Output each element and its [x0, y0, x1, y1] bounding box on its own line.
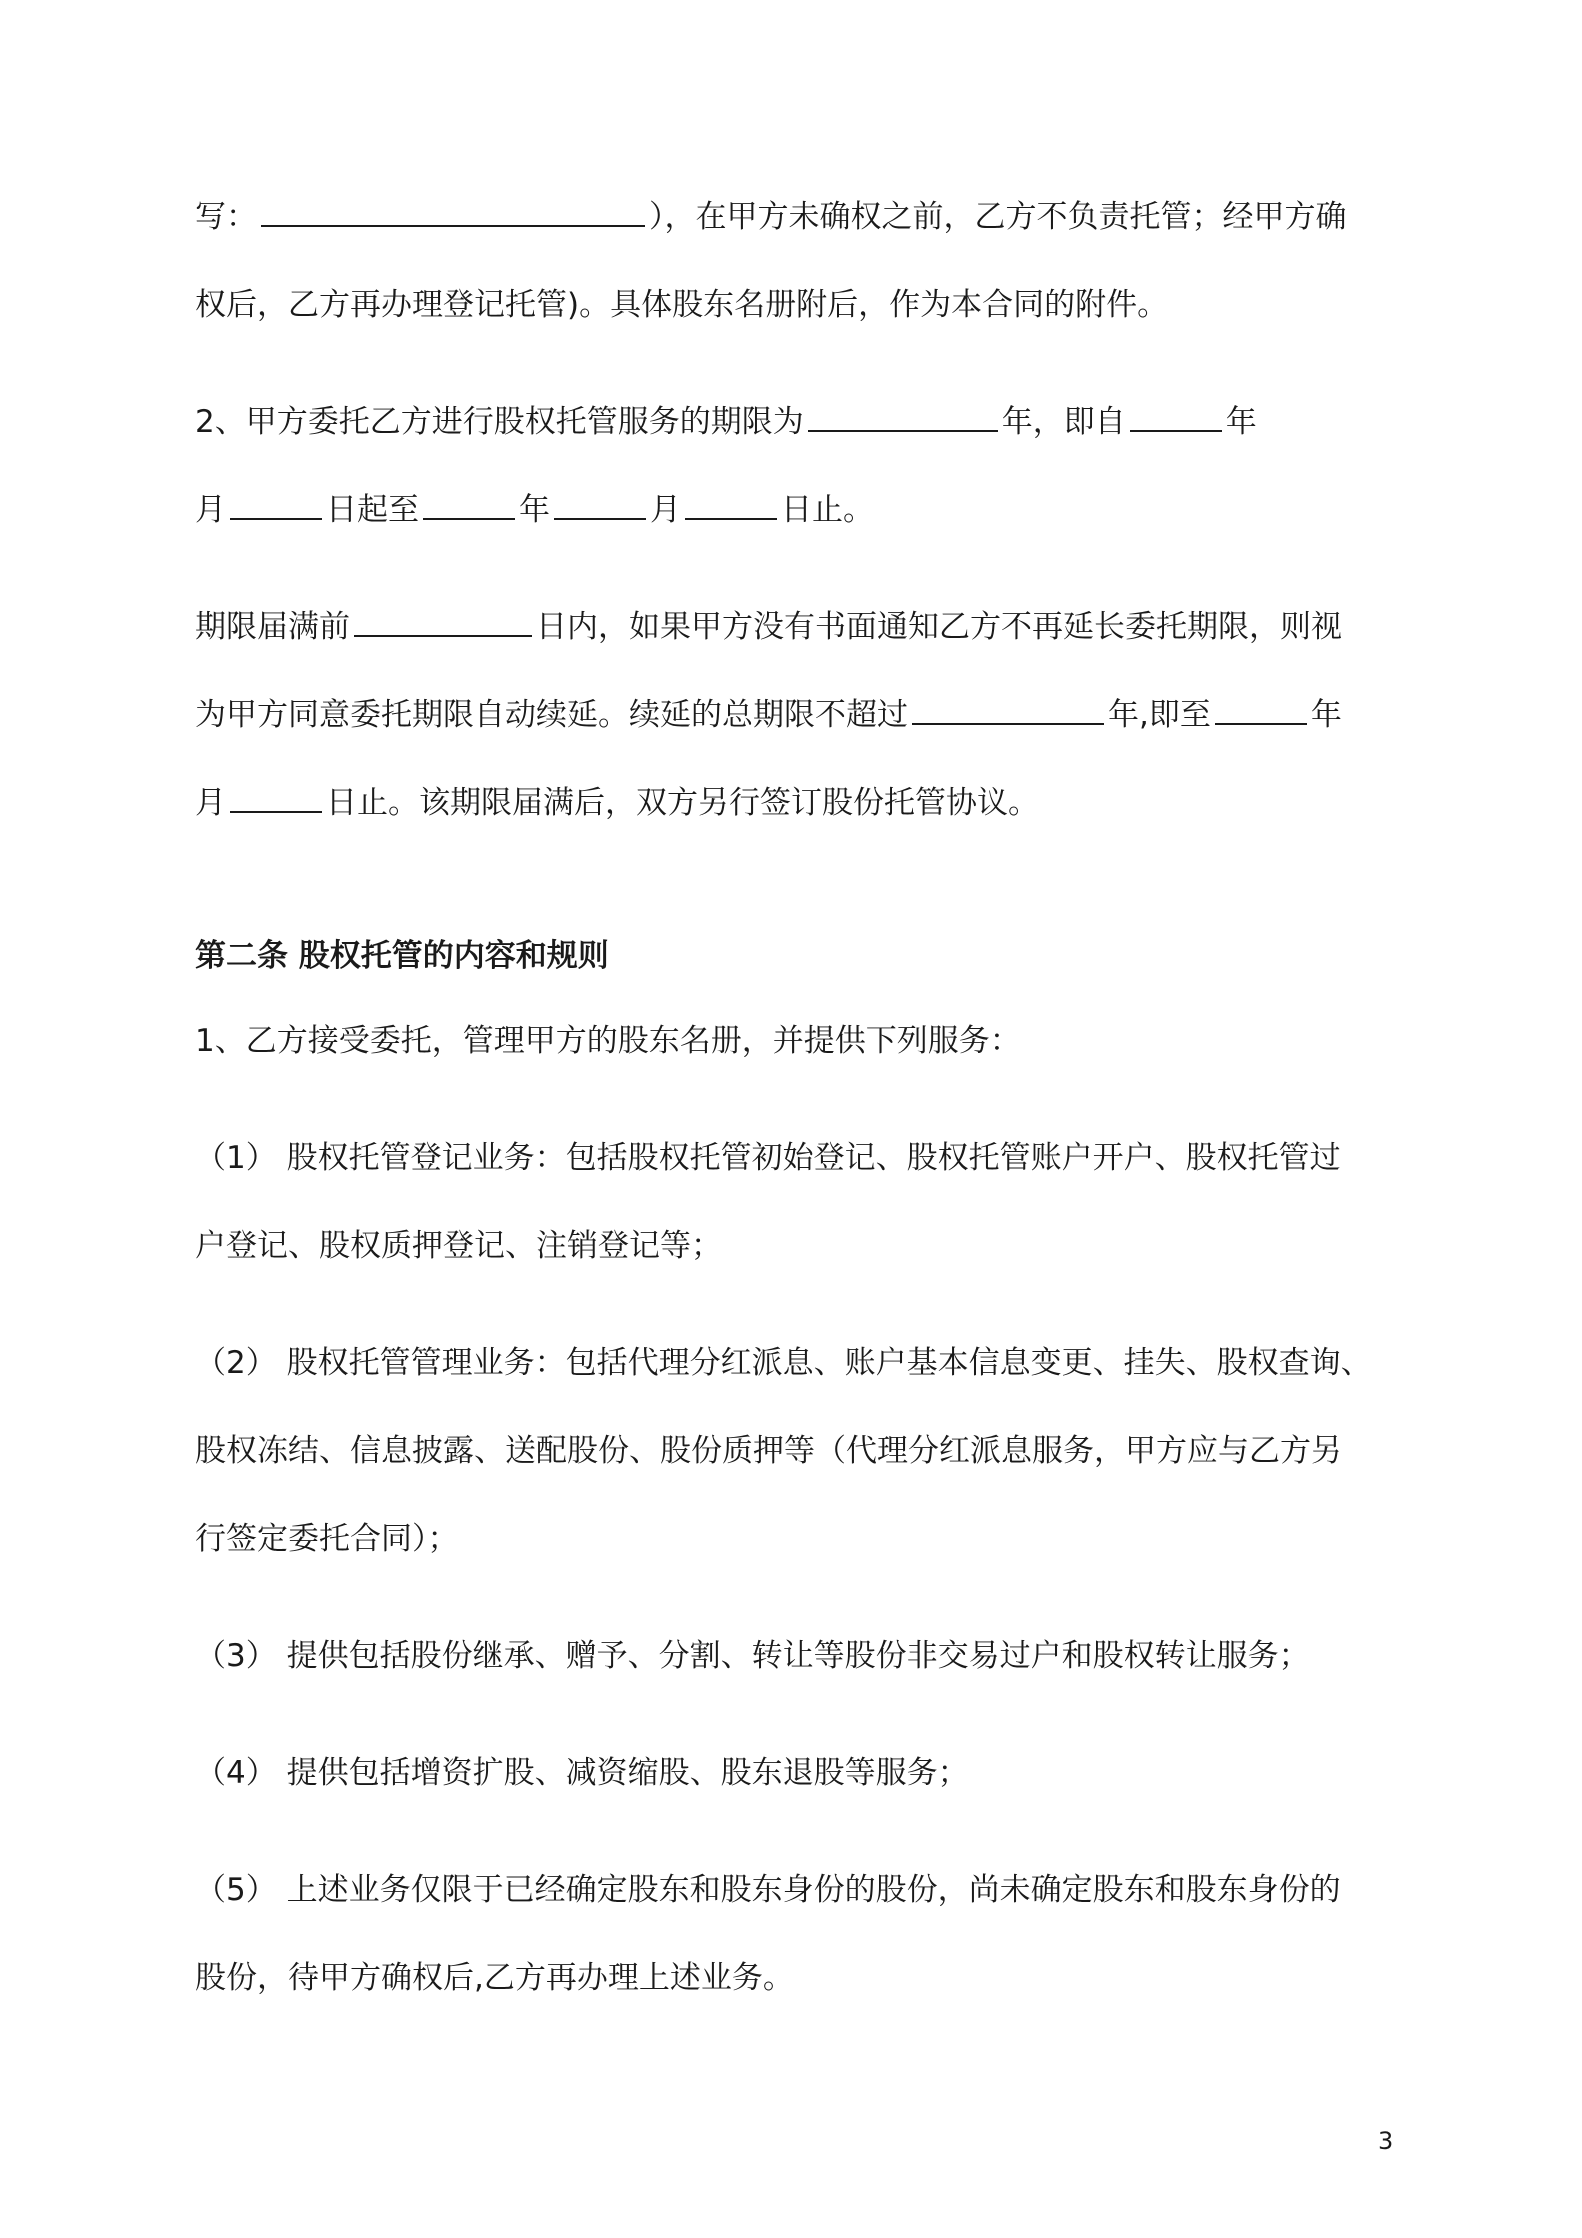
clause2-line2 — [195, 488, 874, 532]
text-segment: 写： — [195, 199, 257, 235]
text-segment: 日内，如果甲方没有书面通知乙方不再延长委托期限，则视 — [536, 609, 1342, 645]
heading-text: 第二条 股权托管的内容和规则 — [195, 938, 609, 974]
text-segment: 股权冻结、信息披露、送配股份、股份质押等（代理分红派息服务，甲方应与乙方另 — [195, 1433, 1342, 1469]
fill-in-blank — [230, 781, 322, 813]
fill-in-blank — [230, 488, 322, 520]
item4-line1 — [195, 1751, 969, 1795]
article2-heading — [195, 934, 609, 978]
item2-line1 — [195, 1341, 1372, 1385]
text-segment: 年,即至 — [1108, 697, 1211, 733]
fill-in-blank — [554, 488, 646, 520]
clause2-line3 — [195, 605, 1342, 649]
text-segment: 月 — [195, 785, 226, 821]
text-segment: 为甲方同意委托期限自动续延。续延的总期限不超过 — [195, 697, 908, 733]
item1-line2 — [195, 1224, 722, 1268]
text-segment: 期限届满前 — [195, 609, 350, 645]
clause2-line5 — [195, 781, 1039, 825]
item3-line1 — [195, 1634, 1310, 1678]
item2-line2 — [195, 1429, 1342, 1473]
item2-line3 — [195, 1517, 459, 1561]
fill-in-blank — [912, 693, 1104, 725]
text-segment: 1、乙方接受委托，管理甲方的股东名册，并提供下列服务： — [195, 1023, 1021, 1059]
text-segment: （4） 提供包括增资扩股、减资缩股、股东退股等服务； — [195, 1755, 969, 1791]
clause1-line2 — [195, 283, 1168, 327]
text-segment: 年 — [1310, 697, 1342, 733]
text-segment: 日起至 — [326, 492, 419, 528]
text-segment: 年 — [519, 492, 550, 528]
article2-intro — [195, 1019, 1021, 1063]
text-segment: 年 — [1225, 404, 1257, 440]
text-segment: 月 — [195, 492, 226, 528]
fill-in-blank — [1215, 693, 1307, 725]
text-segment: 日止。 — [781, 492, 874, 528]
fill-in-blank — [354, 605, 532, 637]
text-segment: 股份，待甲方确权后,乙方再办理上述业务。 — [195, 1960, 794, 1996]
fill-in-blank — [808, 400, 998, 432]
text-segment: （3） 提供包括股份继承、赠予、分割、转让等股份非交易过户和股权转让服务； — [195, 1638, 1310, 1674]
text-segment: 权后，乙方再办理登记托管)。具体股东名册附后，作为本合同的附件。 — [195, 287, 1169, 323]
fill-in-blank — [1130, 400, 1222, 432]
text-segment: （2） 股权托管管理业务：包括代理分红派息、账户基本信息变更、挂失、股权查询、 — [195, 1345, 1372, 1381]
text-segment: ），在甲方未确权之前，乙方不负责托管；经甲方确 — [649, 199, 1347, 235]
page-number: 3 — [1378, 2127, 1394, 2155]
text-segment: 月 — [650, 492, 681, 528]
clause2-line1 — [195, 400, 1257, 444]
fill-in-blank — [423, 488, 515, 520]
text-segment: （1） 股权托管登记业务：包括股权托管初始登记、股权托管账户开户、股权托管过 — [195, 1140, 1341, 1176]
text-segment: 户登记、股权质押登记、注销登记等； — [195, 1228, 722, 1264]
text-segment: 日止。该期限届满后，双方另行签订股份托管协议。 — [326, 785, 1039, 821]
clause2-line4 — [195, 693, 1342, 737]
fill-in-blank — [685, 488, 777, 520]
clause1-line1 — [195, 195, 1347, 239]
item5-line2 — [195, 1956, 794, 2000]
item1-line1 — [195, 1136, 1341, 1180]
text-segment: （5） 上述业务仅限于已经确定股东和股东身份的股份，尚未确定股东和股东身份的 — [195, 1872, 1341, 1908]
text-segment: 行签定委托合同）； — [195, 1521, 459, 1557]
fill-in-blank — [261, 195, 645, 227]
item5-line1 — [195, 1868, 1341, 1912]
text-segment: 年，即自 — [1001, 404, 1126, 440]
text-segment: 2、甲方委托乙方进行股权托管服务的期限为 — [195, 404, 804, 440]
